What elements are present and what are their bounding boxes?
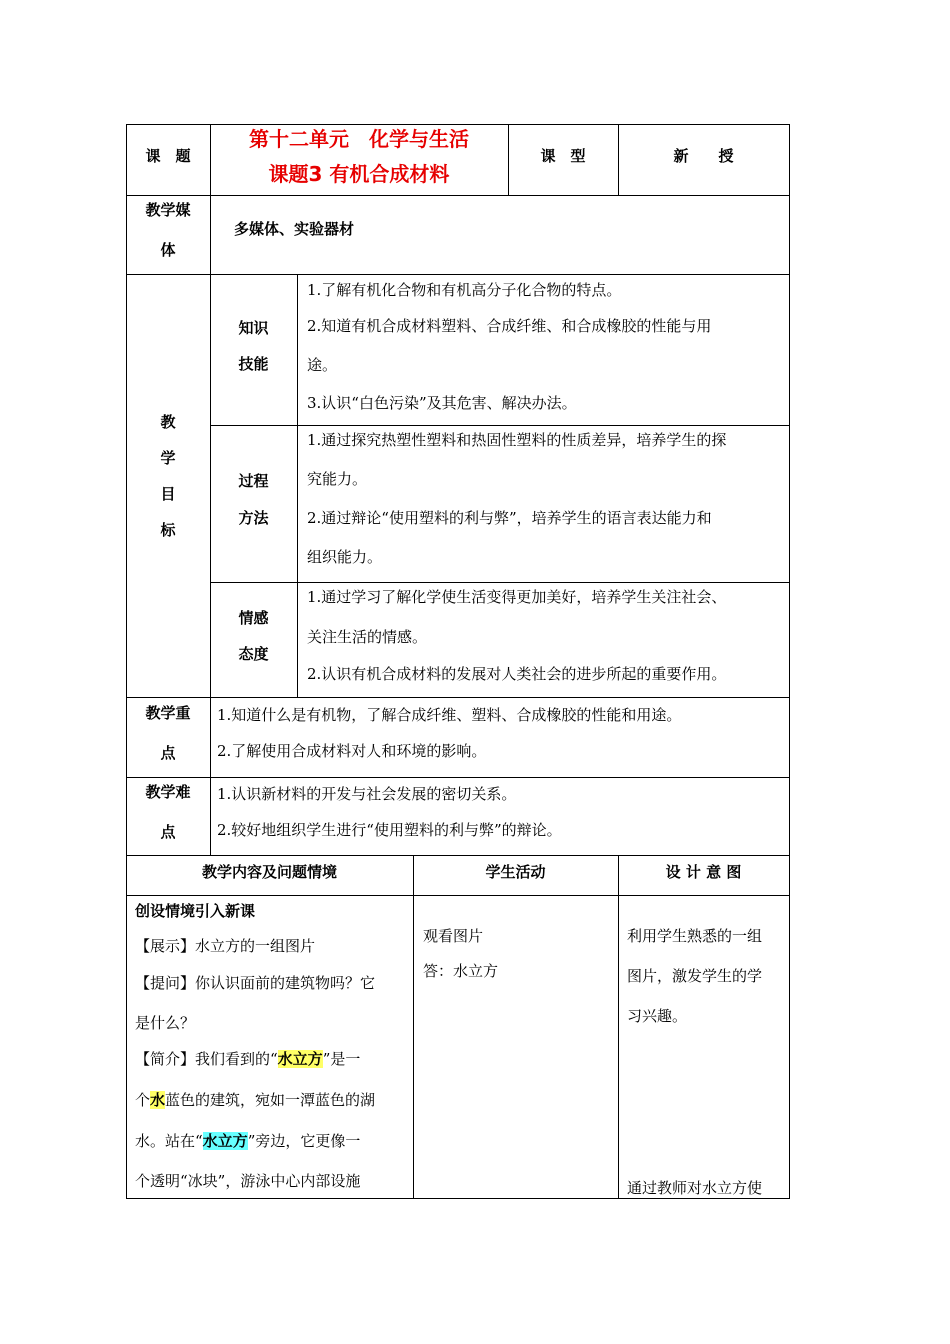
process-line: 组织能力。 bbox=[307, 548, 383, 566]
difficulties-label: 点 bbox=[160, 823, 176, 841]
border bbox=[297, 274, 298, 698]
highlighted-text: 水 bbox=[150, 1091, 166, 1109]
lesson-title-line1: 第十二单元 化学与生活 bbox=[249, 127, 469, 151]
border bbox=[126, 274, 790, 275]
activity-line: 答：水立方 bbox=[423, 962, 499, 980]
process-label: 过程 bbox=[238, 472, 269, 490]
content-line: 个透明“冰块”，游泳中心内部设施 bbox=[135, 1172, 361, 1190]
column-header-content: 教学内容及问题情境 bbox=[201, 863, 337, 881]
media-label: 体 bbox=[160, 241, 176, 259]
column-header-intent: 设 计 意 图 bbox=[665, 863, 742, 881]
content-line: 是什么？ bbox=[135, 1014, 196, 1032]
key-points-label: 教学重 bbox=[145, 704, 191, 722]
content-text: 蓝色的建筑，宛如一潭蓝色的湖 bbox=[165, 1091, 376, 1109]
content-line bbox=[135, 1131, 360, 1151]
attitude-label: 情感 bbox=[238, 609, 269, 627]
activity-line: 观看图片 bbox=[423, 927, 484, 945]
process-line: 1.通过探究热塑性塑料和热固性塑料的性质差异，培养学生的探 bbox=[307, 431, 727, 449]
knowledge-line: 途。 bbox=[307, 356, 338, 374]
difficulties-label: 教学难 bbox=[145, 783, 191, 801]
border bbox=[126, 855, 790, 856]
objectives-label: 教 bbox=[160, 413, 176, 431]
border bbox=[618, 855, 619, 1199]
border bbox=[789, 124, 790, 856]
difficulty-line: 1.认识新材料的开发与社会发展的密切关系。 bbox=[217, 785, 517, 803]
content-text: 【简介】我们看到的“ bbox=[135, 1050, 278, 1068]
border bbox=[126, 1198, 790, 1199]
objectives-label: 目 bbox=[160, 485, 176, 503]
border bbox=[126, 855, 127, 1199]
knowledge-line: 1.了解有机化合物和有机高分子化合物的特点。 bbox=[307, 281, 622, 299]
content-text: ”是一 bbox=[322, 1050, 361, 1068]
attitude-line: 关注生活的情感。 bbox=[307, 628, 428, 646]
attitude-line: 2.认识有机合成材料的发展对人类社会的进步所起的重要作用。 bbox=[307, 665, 727, 683]
key-point-line: 1.知道什么是有机物，了解合成纤维、塑料、合成橡胶的性能和用途。 bbox=[217, 706, 682, 724]
border bbox=[789, 855, 790, 1199]
lesson-title-line2: 课题3 有机合成材料 bbox=[268, 162, 450, 186]
key-point-line: 2.了解使用合成材料对人和环境的影响。 bbox=[217, 742, 487, 760]
type-value: 新 授 bbox=[673, 147, 734, 165]
column-header-activity: 学生活动 bbox=[485, 863, 546, 881]
knowledge-label: 知识 bbox=[238, 319, 269, 337]
highlighted-text: 水立方 bbox=[277, 1050, 323, 1068]
type-label: 课 型 bbox=[540, 147, 586, 165]
knowledge-label: 技能 bbox=[238, 355, 269, 373]
content-text: 水。站在“ bbox=[135, 1132, 203, 1150]
key-points-label: 点 bbox=[160, 744, 176, 762]
media-value: 多媒体、实验器材 bbox=[234, 220, 355, 238]
intent-line: 利用学生熟悉的一组 bbox=[627, 927, 763, 945]
content-line: 【提问】你认识面前的建筑物吗？它 bbox=[135, 974, 376, 992]
intent-line: 图片，激发学生的学 bbox=[627, 967, 763, 985]
content-line bbox=[135, 1090, 375, 1110]
objectives-label: 学 bbox=[160, 449, 176, 467]
border bbox=[126, 895, 790, 896]
highlighted-text: 水立方 bbox=[202, 1132, 248, 1150]
process-label: 方法 bbox=[238, 509, 269, 527]
content-text: ”旁边，它更像一 bbox=[247, 1132, 361, 1150]
objectives-label: 标 bbox=[160, 521, 176, 539]
section-heading: 创设情境引入新课 bbox=[135, 902, 256, 920]
border bbox=[126, 697, 790, 698]
intent-line: 习兴趣。 bbox=[627, 1007, 688, 1025]
attitude-label: 态度 bbox=[238, 645, 269, 663]
intent-line: 通过教师对水立方使 bbox=[627, 1179, 763, 1197]
knowledge-line: 2.知道有机合成材料塑料、合成纤维、和合成橡胶的性能与用 bbox=[307, 317, 712, 335]
border bbox=[413, 855, 414, 1199]
difficulty-line: 2.较好地组织学生进行“使用塑料的利与弊”的辩论。 bbox=[217, 821, 562, 839]
border bbox=[126, 195, 790, 196]
content-line bbox=[135, 1049, 360, 1069]
media-label: 教学媒 bbox=[145, 201, 191, 219]
border bbox=[126, 777, 790, 778]
topic-label: 课 题 bbox=[145, 147, 191, 165]
content-line: 【展示】水立方的一组图片 bbox=[135, 937, 316, 955]
process-line: 2.通过辩论“使用塑料的利与弊”，培养学生的语言表达能力和 bbox=[307, 509, 712, 527]
attitude-line: 1.通过学习了解化学使生活变得更加美好，培养学生关注社会、 bbox=[307, 588, 727, 606]
content-text: 个 bbox=[135, 1091, 151, 1109]
process-line: 究能力。 bbox=[307, 470, 368, 488]
knowledge-line: 3.认识“白色污染”及其危害、解决办法。 bbox=[307, 394, 577, 412]
